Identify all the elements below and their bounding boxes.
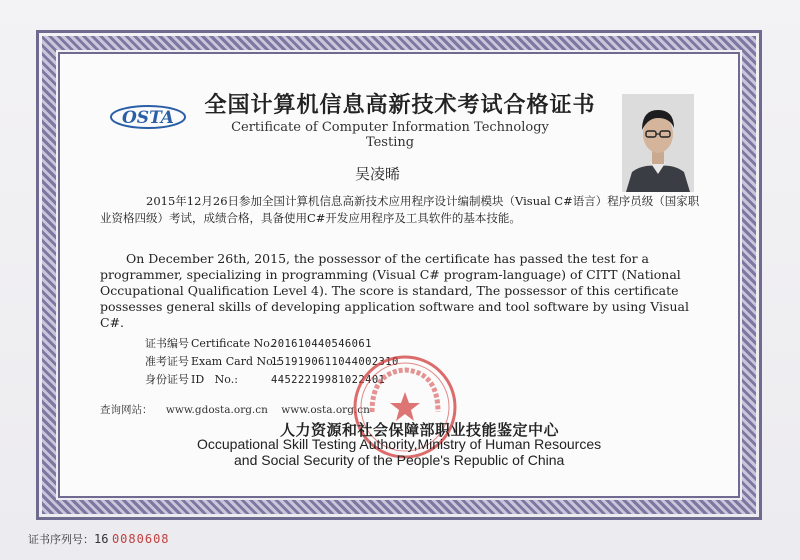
certificate-number: 201610440546061 <box>271 338 372 350</box>
serial-prefix: 16 <box>94 532 109 546</box>
holder-photo <box>622 94 694 192</box>
id-label-en: ID No.: <box>191 373 238 386</box>
issuer-name-en-line2: and Social Security of the People's Republic of China <box>234 452 565 468</box>
holder-name: 吴凌晞 <box>355 165 401 183</box>
logo-text: OSTA <box>122 108 174 128</box>
site-link-gdosta: www.gdosta.org.cn <box>165 404 268 416</box>
certificate-label-en: Certificate No.: <box>191 337 277 350</box>
exam-label-en: Exam Card No.: <box>191 355 280 368</box>
sites-label: 查询网站： <box>100 404 153 416</box>
serial-number <box>28 531 170 547</box>
id-label-cn: 身份证号 <box>145 373 189 386</box>
site-link-osta: www.osta.org.cn <box>281 404 370 416</box>
description-en: On December 26th, 2015, the possessor of the certificate has passed the test for a programmer, specializing in programming (Visual C# program-language) of CITT (National Occupational Qualification Level 4). The score is standard, The possessor of this certificate possesses general skills of developing application software and tool software by using Visual C#. <box>100 251 689 330</box>
id-number: 44522219981022401 <box>271 374 386 386</box>
certificate-title-en: Certificate of Computer Information Technology Testing <box>231 120 549 150</box>
certificate-label-cn: 证书编号 <box>145 337 189 350</box>
exam-card-number: 1519190611044002310 <box>271 356 399 368</box>
certificate-number-row <box>145 335 372 351</box>
serial-label: 证书序列号： <box>28 533 94 546</box>
issuer-name-en-line1: Occupational Skill Testing Authority,Ministry of Human Resources <box>197 436 602 452</box>
exam-label-cn: 准考证号 <box>145 355 189 368</box>
serial-digits: 0080608 <box>111 532 170 546</box>
issuer-name-cn: 人力资源和社会保障部职业技能鉴定中心 <box>280 421 560 439</box>
osta-logo <box>108 97 188 133</box>
description-cn: 2015年12月26日参加全国计算机信息高新技术应用程序设计编制模块（Visual C#语言）程序员级（国家职业资格四级）考试，成绩合格，具备使用C#开发应用程序及工具软件的基本技能。 <box>100 194 700 225</box>
query-websites <box>100 402 380 417</box>
certificate-title-cn: 全国计算机信息高新技术考试合格证书 <box>204 93 596 118</box>
